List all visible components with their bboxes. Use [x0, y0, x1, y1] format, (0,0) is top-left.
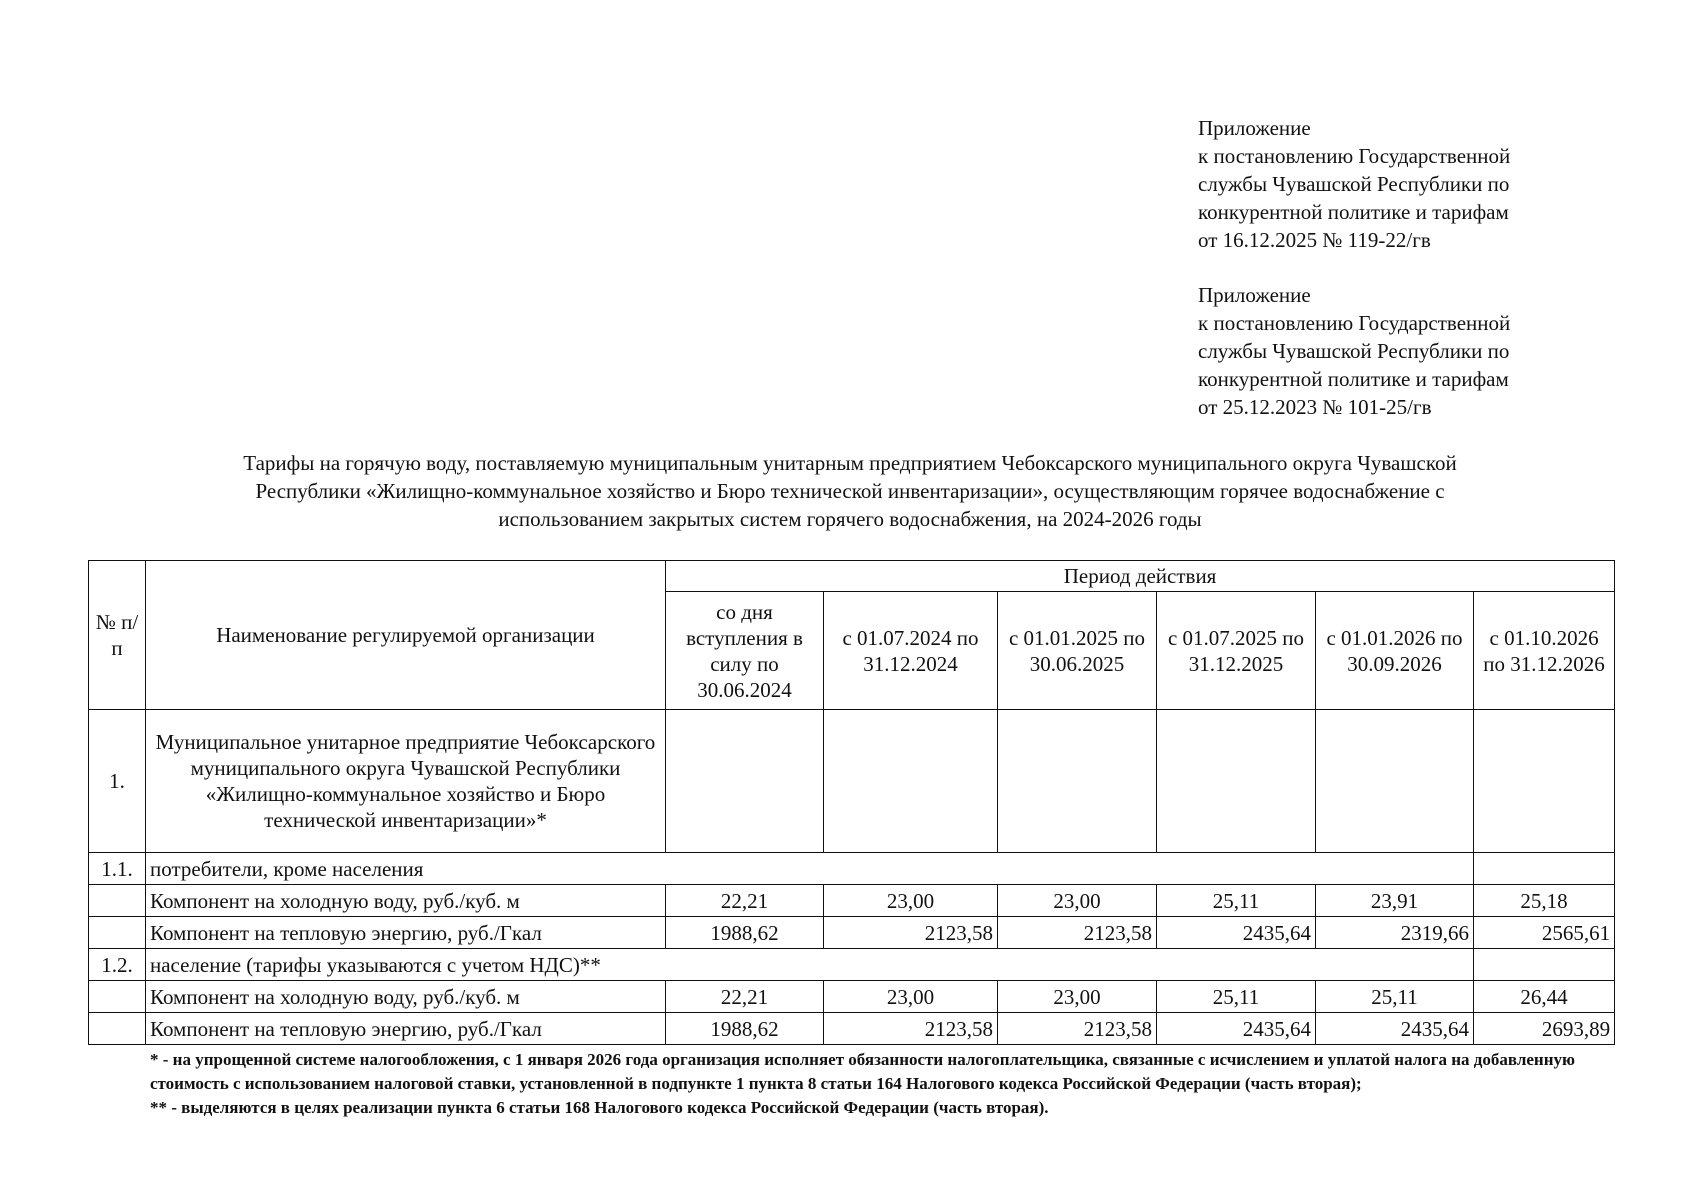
value-cell: 22,21 — [666, 981, 824, 1013]
empty-cell — [824, 710, 998, 853]
table-row-group — [89, 949, 1615, 981]
empty-cell — [89, 981, 146, 1013]
footnotes — [150, 1048, 1610, 1120]
value-cell: 2435,64 — [1157, 1013, 1316, 1045]
value-cell: 23,00 — [824, 981, 998, 1013]
title-line: использованием закрытых систем горячего водоснабжения, на 2024-2026 годы — [498, 507, 1202, 531]
row-label: Компонент на холодную воду, руб./куб. м — [146, 885, 666, 917]
header-period-4: с 01.07.2025 по 31.12.2025 — [1157, 592, 1316, 710]
group-num: 1.1. — [89, 853, 146, 885]
value-cell: 2565,61 — [1474, 917, 1615, 949]
appendix-line: конкурентной политике и тарифам — [1198, 200, 1509, 224]
value-cell: 1988,62 — [666, 917, 824, 949]
table-row — [89, 1013, 1615, 1045]
empty-cell — [1474, 710, 1615, 853]
empty-cell — [1157, 710, 1316, 853]
footnote-1: * - на упрощенной системе налогообложения, с 1 января 2026 года организация исполняет обязанности налогоплательщика, связанные с исчислением и уплатой налога на добавленную стоимость с использованием налоговой ставки, установленной в подпункте 1 пункта 8 статьи 164 Налогового кодекса Российской Федерации (часть вторая); — [150, 1050, 1575, 1093]
title-line: Тарифы на горячую воду, поставляемую муниципальным унитарным предприятием Чебоксарского муниципального округа Чувашской — [243, 451, 1457, 475]
empty-cell — [1316, 710, 1474, 853]
table-row-group — [89, 853, 1615, 885]
footnote-2: ** - выделяются в целях реализации пункта 6 статьи 168 Налогового кодекса Российской Федерации (часть вторая). — [150, 1098, 1049, 1117]
appendix-line: Приложение — [1198, 116, 1311, 140]
value-cell: 1988,62 — [666, 1013, 824, 1045]
empty-cell — [89, 1013, 146, 1045]
empty-cell — [1474, 853, 1615, 885]
appendix-line: службы Чувашской Республики по — [1198, 339, 1510, 363]
value-cell: 2435,64 — [1157, 917, 1316, 949]
value-cell: 2435,64 — [1316, 1013, 1474, 1045]
appendix-block-original — [1198, 281, 1668, 421]
appendix-line: к постановлению Государственной — [1198, 311, 1511, 335]
table-row-organization — [89, 710, 1615, 853]
header-period-2: с 01.07.2024 по 31.12.2024 — [824, 592, 998, 710]
appendix-block-current — [1198, 114, 1668, 254]
value-cell: 26,44 — [1474, 981, 1615, 1013]
empty-cell — [666, 710, 824, 853]
group-num: 1.2. — [89, 949, 146, 981]
value-cell: 2319,66 — [1316, 917, 1474, 949]
empty-cell — [89, 917, 146, 949]
tariff-table — [88, 560, 1615, 1045]
header-period-5: с 01.01.2026 по 30.09.2026 — [1316, 592, 1474, 710]
value-cell: 23,91 — [1316, 885, 1474, 917]
value-cell: 25,11 — [1316, 981, 1474, 1013]
value-cell: 23,00 — [998, 981, 1157, 1013]
value-cell: 2123,58 — [824, 917, 998, 949]
org-num: 1. — [89, 710, 146, 853]
group-label: население (тарифы указываются с учетом НДС)** — [146, 949, 1474, 981]
header-period-1: со дня вступления в силу по 30.06.2024 — [666, 592, 824, 710]
empty-cell — [998, 710, 1157, 853]
row-label: Компонент на тепловую энергию, руб./Гкал — [146, 917, 666, 949]
value-cell: 2123,58 — [998, 917, 1157, 949]
header-period: Период действия — [666, 561, 1615, 592]
table-row — [89, 917, 1615, 949]
row-label: Компонент на холодную воду, руб./куб. м — [146, 981, 666, 1013]
empty-cell — [89, 885, 146, 917]
appendix-date-number: от 16.12.2025 № 119-22/гв — [1198, 228, 1431, 252]
value-cell: 2693,89 — [1474, 1013, 1615, 1045]
value-cell: 25,11 — [1157, 981, 1316, 1013]
header-num: № п/п — [89, 561, 146, 710]
org-name: Муниципальное унитарное предприятие Чебоксарского муниципального округа Чувашской Республики «Жилищно-коммунальное хозяйство и Бюро технической инвентаризации»* — [146, 710, 666, 853]
appendix-line: службы Чувашской Республики по — [1198, 172, 1510, 196]
appendix-line: Приложение — [1198, 283, 1311, 307]
header-period-6: с 01.10.2026 по 31.12.2026 — [1474, 592, 1615, 710]
empty-cell — [1474, 949, 1615, 981]
value-cell: 2123,58 — [998, 1013, 1157, 1045]
value-cell: 25,18 — [1474, 885, 1615, 917]
document-title — [100, 449, 1600, 533]
value-cell: 23,00 — [998, 885, 1157, 917]
appendix-line: к постановлению Государственной — [1198, 144, 1511, 168]
appendix-line: конкурентной политике и тарифам — [1198, 367, 1509, 391]
header-period-3: с 01.01.2025 по 30.06.2025 — [998, 592, 1157, 710]
value-cell: 23,00 — [824, 885, 998, 917]
value-cell: 2123,58 — [824, 1013, 998, 1045]
value-cell: 22,21 — [666, 885, 824, 917]
table-header-row — [89, 561, 1615, 592]
row-label: Компонент на тепловую энергию, руб./Гкал — [146, 1013, 666, 1045]
title-line: Республики «Жилищно-коммунальное хозяйство и Бюро технической инвентаризации», осуществляющим горячее водоснабжение с — [255, 479, 1445, 503]
value-cell: 25,11 — [1157, 885, 1316, 917]
group-label: потребители, кроме населения — [146, 853, 1474, 885]
table-row — [89, 885, 1615, 917]
appendix-date-number: от 25.12.2023 № 101-25/гв — [1198, 395, 1432, 419]
table-row — [89, 981, 1615, 1013]
header-org-name: Наименование регулируемой организации — [146, 561, 666, 710]
